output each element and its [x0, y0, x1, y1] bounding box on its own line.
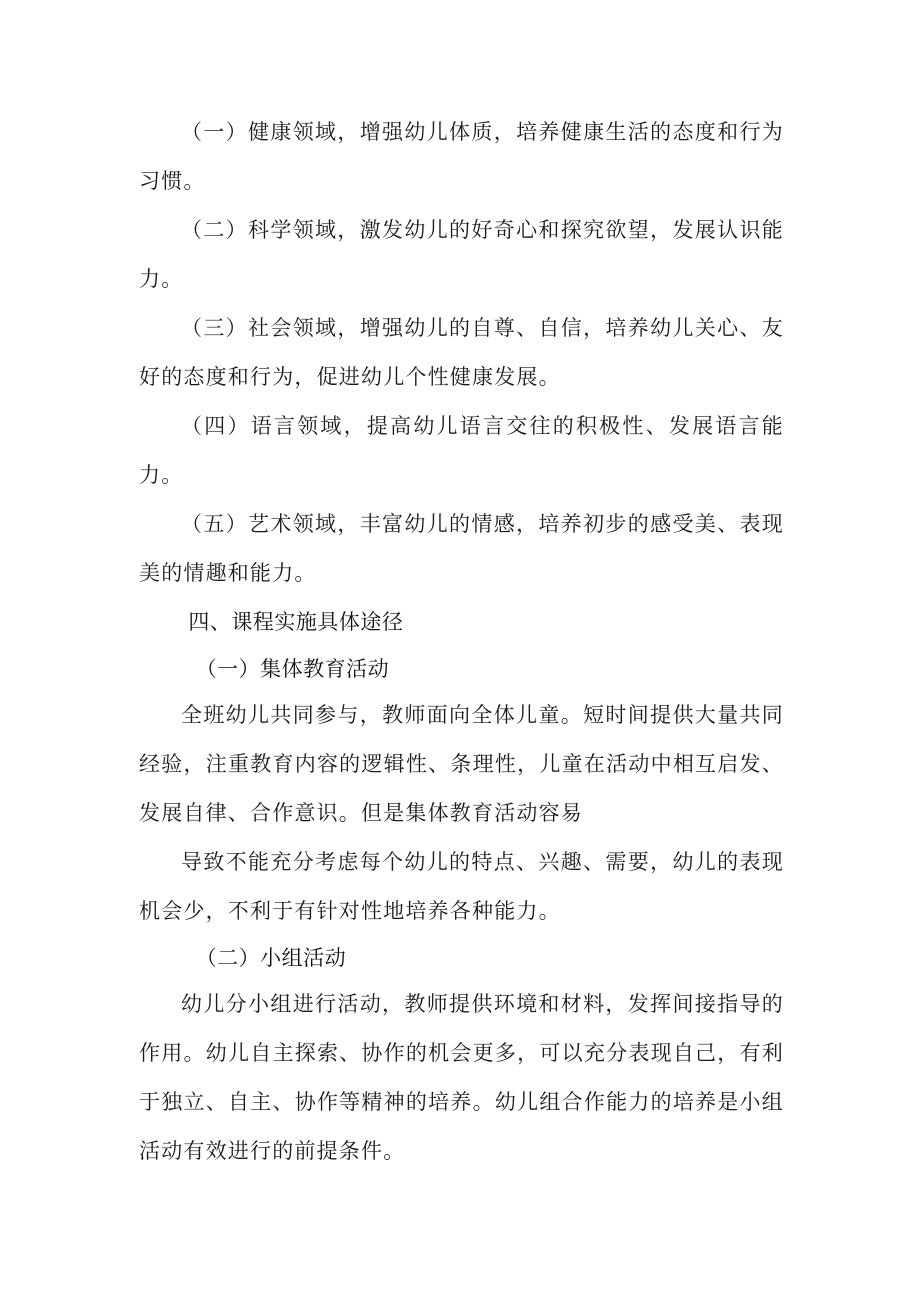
section-heading: 四、课程实施具体途径	[188, 610, 404, 634]
paragraph-small-group: 幼儿分小组进行活动，教师提供环境和材料，发挥间接指导的作用。幼儿自主探索、协作的机会更多，可以充分表现自己，有利于独立、自主、协作等精神的培养。幼儿组合作能力的培养是小组活动有效进行的前提条件。	[139, 992, 784, 1163]
paragraph-group-activity-a: 全班幼儿共同参与，教师面向全体儿童。短时间提供大量共同经验，注重教育内容的逻辑性、条理性，儿童在活动中相互启发、发展自律、合作意识。但是集体教育活动容易	[139, 703, 784, 825]
paragraph-language: （四）语言领域，提高幼儿语言交往的积极性、发展语言能力。	[139, 414, 784, 487]
paragraph-social: （三）社会领域，增强幼儿的自尊、自信，培养幼儿关心、友好的态度和行为，促进幼儿个性健康发展。	[139, 316, 784, 389]
document-body	[139, 108, 784, 1176]
paragraph-health: （一）健康领域，增强幼儿体质，培养健康生活的态度和行为习惯。	[139, 120, 784, 193]
paragraph-art: （五）艺术领域，丰富幼儿的情感，培养初步的感受美、表现美的情趣和能力。	[139, 512, 784, 585]
paragraph-group-activity-b: 导致不能充分考虑每个幼儿的特点、兴趣、需要，幼儿的表现机会少，不利于有针对性地培养各种能力。	[139, 850, 784, 923]
subheading-small-group: （二）小组活动	[195, 946, 347, 970]
subheading-group-activity: （一）集体教育活动	[195, 657, 390, 681]
paragraph-science: （二）科学领域，激发幼儿的好奇心和探究欲望，发展认识能力。	[139, 218, 784, 291]
